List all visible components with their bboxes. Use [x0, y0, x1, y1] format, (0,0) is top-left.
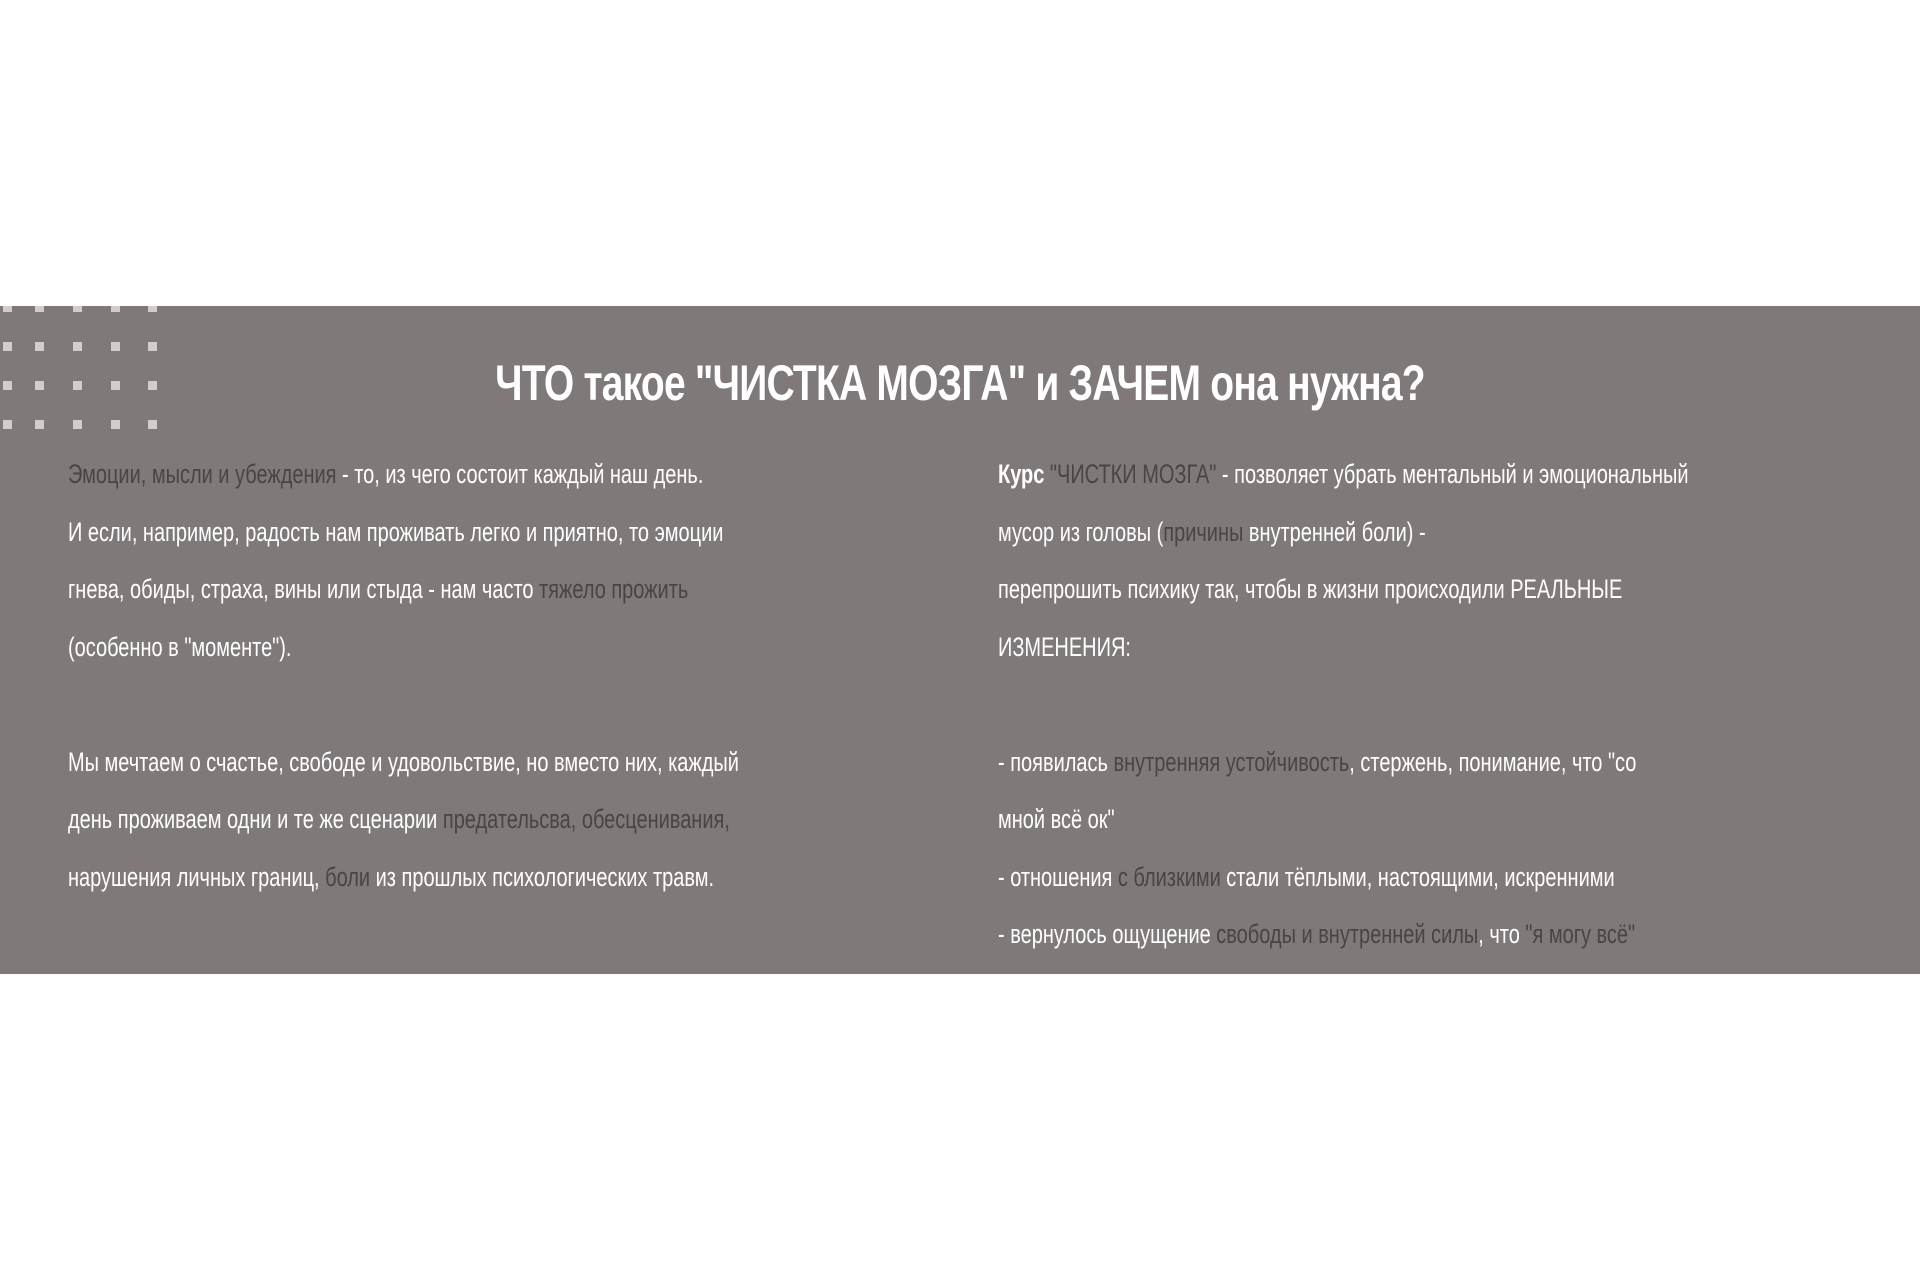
text-line — [68, 791, 897, 849]
bullet-item — [998, 849, 1856, 907]
highlight-text: предательсва, обесценивания, — [442, 804, 730, 834]
highlight-text: Эмоции, мысли и убеждения — [68, 459, 337, 489]
bullet-item — [998, 906, 1856, 964]
decorative-dot — [148, 420, 157, 429]
highlight-text: боли — [325, 861, 371, 892]
paragraph-spacer — [68, 676, 897, 734]
text-fragment: - то, из чего состоит каждый наш день. — [336, 459, 704, 489]
course-label: Курс — [998, 459, 1045, 489]
decorative-dot — [35, 306, 44, 312]
text-line — [998, 446, 1856, 504]
decorative-dot — [73, 342, 82, 351]
highlight-text: причины — [1163, 516, 1244, 547]
paragraph-spacer — [998, 676, 1856, 734]
text-fragment: гнева, обиды, страха, вины или стыда - нам часто — [68, 574, 540, 604]
text-fragment: нарушения личных границ, — [68, 861, 326, 892]
decorative-dot — [3, 342, 12, 351]
text-fragment: из прошлых психологических травм. — [370, 861, 715, 892]
decorative-dot — [148, 381, 157, 390]
decorative-dot — [148, 342, 157, 351]
text-fragment: мусор из головы ( — [998, 516, 1164, 547]
text-fragment: - появилась — [998, 746, 1114, 777]
text-fragment: день проживаем одни и те же сценарии — [68, 804, 443, 834]
text-line: перепрошить психику так, чтобы в жизни происходили РЕАЛЬНЫЕ — [998, 574, 1623, 604]
highlight-text: с близкими — [1117, 861, 1221, 892]
bullet-item-continuation: мной всё ок" — [998, 804, 1115, 834]
decorative-dot — [111, 306, 120, 312]
highlight-text: внутренняя устойчивость — [1113, 746, 1350, 777]
highlight-text: "я могу всё" — [1525, 919, 1636, 949]
decorative-dot — [111, 342, 120, 351]
text-line: ИЗМЕНЕНИЯ: — [998, 631, 1131, 662]
decorative-dot — [35, 381, 44, 390]
text-fragment: , что — [1478, 919, 1526, 949]
section-title: ЧТО такое "ЧИСТКА МОЗГА" и ЗАЧЕМ она нужна? — [495, 355, 1425, 411]
decorative-dot — [3, 381, 12, 390]
text-fragment: внутренней боли) - — [1243, 516, 1426, 547]
text-line: И если, например, радость нам проживать легко и приятно, то эмоции — [68, 516, 724, 547]
right-column — [998, 446, 1856, 964]
decorative-dot — [3, 306, 12, 312]
highlight-text: свободы и внутренней силы — [1216, 919, 1479, 949]
text-line — [68, 446, 897, 504]
decorative-dot — [73, 306, 82, 312]
decorative-dot — [73, 420, 82, 429]
text-fragment: стали тёплыми, настоящими, искренними — [1220, 861, 1615, 892]
text-line — [998, 504, 1856, 562]
text-line: Мы мечтаем о счастье, свободе и удовольствие, но вместо них, каждый — [68, 746, 739, 777]
bullet-item — [998, 734, 1856, 792]
info-banner — [0, 306, 1920, 974]
decorative-dot — [148, 306, 157, 312]
text-line — [68, 849, 897, 907]
highlight-text: тяжело прожить — [539, 574, 689, 604]
text-fragment: - позволяет убрать ментальный и эмоциональный — [1221, 459, 1689, 489]
decorative-dot — [3, 420, 12, 429]
text-fragment: - отношения — [998, 861, 1118, 892]
decorative-dot — [111, 420, 120, 429]
decorative-dot — [73, 381, 82, 390]
text-line: (особенно в "моменте"). — [68, 631, 292, 662]
text-fragment: , стержень, понимание, что "со — [1349, 746, 1637, 777]
left-column — [68, 446, 897, 906]
decorative-dot — [35, 342, 44, 351]
text-fragment: - вернулось ощущение — [998, 919, 1217, 949]
decorative-dot — [35, 420, 44, 429]
highlight-text: "ЧИСТКИ МОЗГА" — [1044, 459, 1222, 489]
dot-pattern-decoration — [0, 306, 160, 436]
decorative-dot — [111, 381, 120, 390]
text-line — [68, 561, 897, 619]
